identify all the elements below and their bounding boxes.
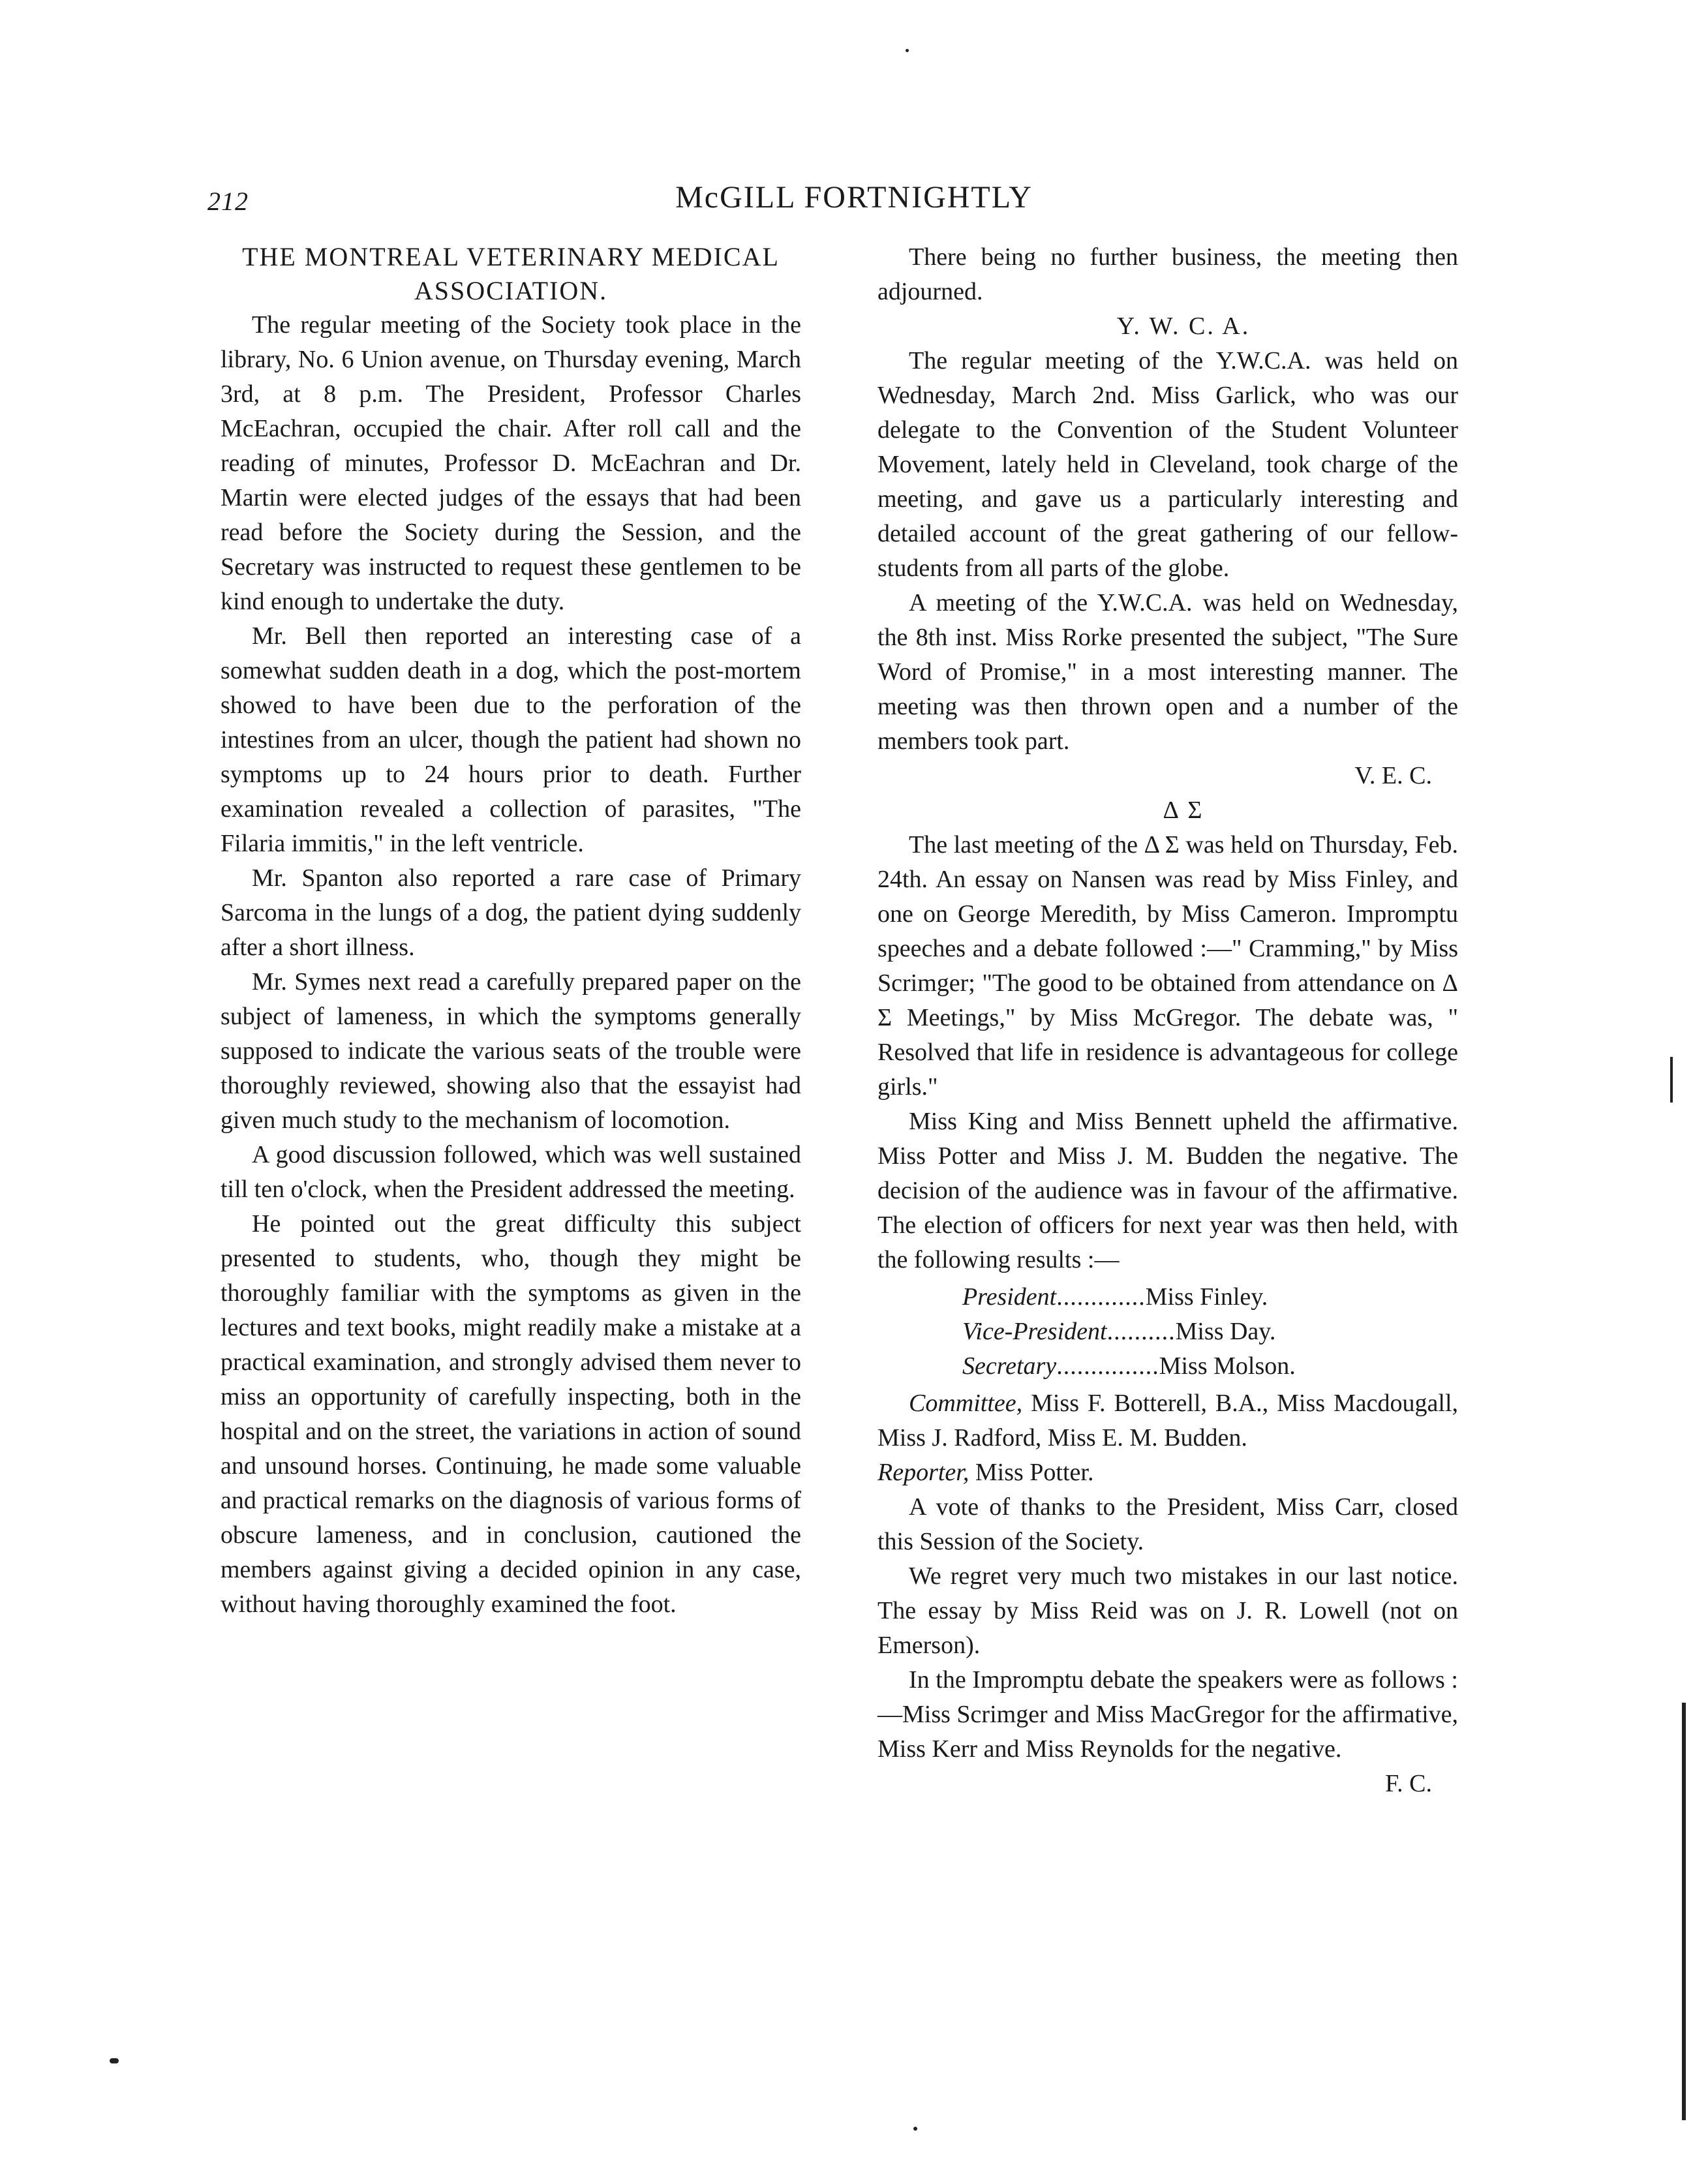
- officers-list: [962, 1280, 1458, 1384]
- scan-speck: [913, 2127, 917, 2131]
- scan-speck: [906, 49, 909, 52]
- committee-text: Miss F. Botterell, B.A., Miss Macdougall, Miss J. Radford, Miss E. M. Budden.: [877, 1390, 1458, 1452]
- reporter-label: Reporter,: [877, 1459, 969, 1486]
- leader-dots: .............: [1056, 1283, 1146, 1311]
- officer-role: President: [962, 1283, 1057, 1311]
- officer-row: [962, 1280, 1458, 1315]
- committee-label: Committee,: [909, 1390, 1023, 1417]
- page-number: 212: [207, 187, 249, 216]
- left-column: [221, 240, 801, 1622]
- leader-dots: ..........: [1106, 1318, 1176, 1345]
- article-paragraph: Miss King and Miss Bennett upheld the affirmative. Miss Potter and Miss J. M. Budden the negative. The decision of the audience was in favour of the affirmative. The election of officers for next year was then held, with the following results :—: [877, 1108, 1458, 1273]
- article-paragraph: [877, 586, 1458, 759]
- committee-paragraph: [877, 1386, 1458, 1455]
- article-paragraph: The regular meeting of the Society took place in the library, No. 6 Union avenue, on Thursday evening, March 3rd, at 8 p.m. The President, Professor Charles McEachran, occupied the chair. After roll call and the reading of minutes, Professor D. McEachran and Dr. Martin were elected judges of the essays that had been read before the Society during the Session, and the Secretary was instructed to request these gentlemen to be kind enough to undertake the duty.: [221, 311, 801, 615]
- officer-name: Miss Molson.: [1159, 1352, 1296, 1380]
- officer-name: Miss Day.: [1175, 1318, 1276, 1345]
- article-paragraph: He pointed out the great difficulty this subject presented to students, who, though they might be thoroughly familiar with the symptoms as given in the lectures and text books, might readily make a mistake at a practical examination, and strongly advised them never to miss an opportunity of carefully inspecting, both in the hospital and on the street, the variations in action of sound and unsound horses. Continuing, he made some valuable and practical remarks on the diagnosis of various forms of obscure lameness, and in conclusion, cautioned the members against giving a decided opinion in any case, without having thoroughly examined the foot.: [221, 1210, 801, 1618]
- reporter-text: Miss Potter.: [969, 1459, 1094, 1486]
- article-paragraph: The last meeting of the Δ Σ was held on Thursday, Feb. 24th. An essay on Nansen was read by Miss Finley, and one on George Meredith, by Miss Cameron. Impromptu speeches and a debate followed :—" Cramming," by Miss Scrimger; "The good to be obtained from attendance on Δ Σ Meetings," by Miss McGregor. The debate was, " Resolved that life in residence is advantageous for college girls.": [877, 831, 1458, 1101]
- leader-dots: ...............: [1056, 1352, 1159, 1380]
- officer-role: Vice-President: [962, 1318, 1107, 1345]
- signature-line: [877, 1767, 1458, 1801]
- officer-row: [962, 1315, 1458, 1349]
- article-paragraph: In the Impromptu debate the speakers were as follows :—Miss Scrimger and Miss MacGregor for the affirmative, Miss Kerr and Miss Reynolds for the negative.: [877, 1666, 1458, 1763]
- officer-row: [962, 1349, 1458, 1384]
- section-heading-ywca: Y. W. C. A.: [1116, 312, 1251, 340]
- reporter-paragraph: [877, 1455, 1458, 1490]
- section-heading-delta-sigma: Δ Σ: [1163, 797, 1204, 824]
- article-paragraph: Mr. Bell then reported an interesting case of a somewhat sudden death in a dog, which the post-mortem showed to have been due to the perforation of the intestines from an ulcer, though the patient had shown no symptoms up to 24 hours prior to death. Further examination revealed a collection of parasites, "The Filaria immitis," in the left ventricle.: [221, 622, 801, 857]
- officer-name: Miss Finley.: [1145, 1283, 1268, 1311]
- scan-speck: [110, 2058, 119, 2063]
- scan-margin-line: [1682, 1703, 1686, 2120]
- article-paragraph: A good discussion followed, which was well sustained till ten o'clock, when the President addressed the meeting.: [221, 1141, 801, 1203]
- article-paragraph: Mr. Spanton also reported a rare case of Primary Sarcoma in the lungs of a dog, the patient dying suddenly after a short illness.: [221, 864, 801, 961]
- scan-margin-tick: [1670, 1057, 1673, 1103]
- signature-line: [877, 759, 1458, 793]
- article-heading-veterinary: THE MONTREAL VETERINARY MEDICAL ASSOCIATION.: [242, 242, 780, 305]
- signature-vec: V. E. C.: [1354, 762, 1432, 789]
- signature-fc: F. C.: [1385, 1770, 1432, 1797]
- article-paragraph: The regular meeting of the Y.W.C.A. was held on Wednesday, March 2nd. Miss Garlick, who was our delegate to the Convention of the Student Volunteer Movement, lately held in Cleveland, took charge of the meeting, and gave us a particularly interesting and detailed account of the great gathering of our fellow-students from all parts of the globe.: [877, 347, 1458, 582]
- article-paragraph: Mr. Symes next read a carefully prepared paper on the subject of lameness, in which the symptoms generally supposed to indicate the various seats of the trouble were thoroughly reviewed, showing also that the essayist had given much study to the mechanism of locomotion.: [221, 968, 801, 1134]
- paragraph-text: A meeting of the Y.W.C.A. was held on Wednesday, the 8th inst. Miss Rorke presented the subject, "The Sure Word of Promise," in a most interesting manner. The meeting was then thrown open and a number of the members took part.: [877, 589, 1458, 755]
- running-head: McGILL FORTNIGHTLY: [675, 180, 1033, 215]
- right-column: [877, 240, 1458, 1801]
- article-paragraph: We regret very much two mistakes in our last notice. The essay by Miss Reid was on J. R. Lowell (not on Emerson).: [877, 1562, 1458, 1659]
- article-paragraph: A vote of thanks to the President, Miss Carr, closed this Session of the Society.: [877, 1493, 1458, 1555]
- article-paragraph: There being no further business, the meeting then adjourned.: [877, 243, 1458, 305]
- officer-role: Secretary: [962, 1352, 1057, 1380]
